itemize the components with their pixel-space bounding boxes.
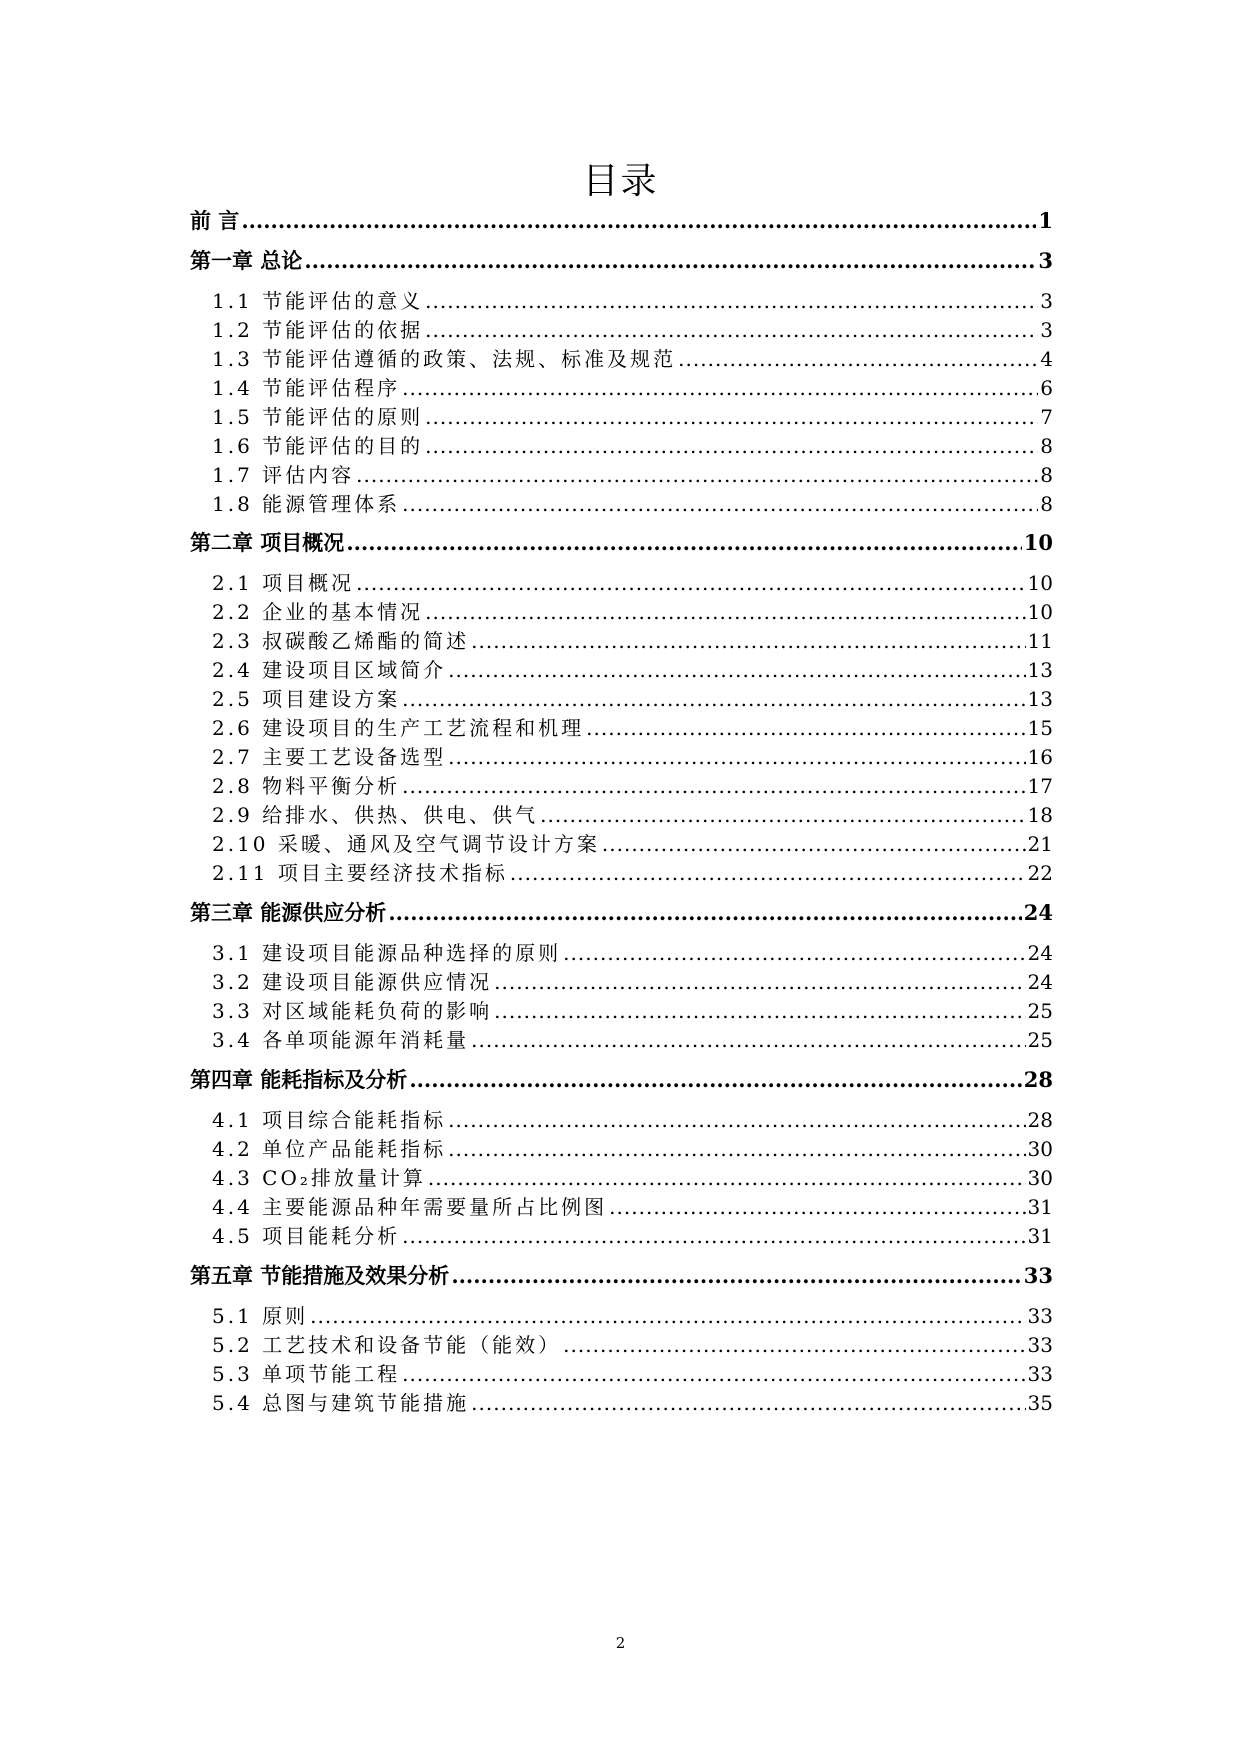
dot-leader — [494, 997, 1025, 1025]
toc-page-number: 15 — [1027, 716, 1053, 740]
dot-leader — [356, 569, 1025, 597]
dot-leader — [304, 246, 1036, 276]
toc-section-5-1[interactable] — [212, 1302, 1053, 1330]
toc-section-2-2[interactable] — [212, 598, 1053, 626]
dot-leader — [471, 1026, 1025, 1054]
toc-entry-label: 3.4 各单项能源年消耗量 — [212, 1028, 470, 1052]
dot-leader — [563, 1331, 1025, 1359]
toc-page-number: 24 — [1027, 970, 1053, 994]
toc-section-4-3[interactable] — [212, 1164, 1053, 1192]
dot-leader — [448, 743, 1025, 771]
toc-entry-label: 前 言 — [190, 208, 240, 233]
toc-page-number: 13 — [1027, 687, 1053, 711]
toc-section-2-8[interactable] — [212, 772, 1053, 800]
toc-entry-label: 5.2 工艺技术和设备节能（能效） — [212, 1333, 562, 1357]
toc-section-1-2[interactable] — [212, 316, 1053, 344]
toc-section-3-2[interactable] — [212, 968, 1053, 996]
toc-section-5-4[interactable] — [212, 1389, 1053, 1417]
toc-section-2-10[interactable] — [212, 830, 1053, 858]
toc-entry-label: 3.3 对区域能耗负荷的影响 — [212, 999, 493, 1023]
toc-page-number: 21 — [1027, 832, 1053, 856]
toc-section-1-4[interactable] — [212, 374, 1053, 402]
toc-entry-label: 3.2 建设项目能源供应情况 — [212, 970, 493, 994]
toc-entry-label: 2.9 给排水、供热、供电、供气 — [212, 803, 539, 827]
toc-section-4-1[interactable] — [212, 1106, 1053, 1134]
toc-chapter-preface[interactable] — [190, 206, 1053, 236]
toc-page-number: 30 — [1027, 1137, 1053, 1161]
toc-page-number: 7 — [1040, 405, 1053, 429]
toc-section-4-5[interactable] — [212, 1222, 1053, 1250]
toc-entry-label: 4.5 项目能耗分析 — [212, 1224, 401, 1248]
toc-section-1-1[interactable] — [212, 287, 1053, 315]
page-title: 目录 — [582, 161, 659, 202]
dot-leader — [563, 939, 1025, 967]
toc-chapter-2[interactable] — [190, 528, 1053, 558]
dot-leader — [310, 1302, 1025, 1330]
toc-entry-label: 2.8 物料平衡分析 — [212, 774, 401, 798]
toc-entry-label: 4.1 项目综合能耗指标 — [212, 1108, 447, 1132]
toc-page-number: 3 — [1038, 248, 1053, 273]
dot-leader — [425, 287, 1038, 315]
toc-entry-label: 1.1 节能评估的意义 — [212, 289, 424, 313]
toc-entry-label: 第三章 能源供应分析 — [190, 900, 387, 925]
dot-leader — [402, 374, 1038, 402]
toc-page-number: 25 — [1027, 999, 1053, 1023]
toc-section-2-4[interactable] — [212, 656, 1053, 684]
dot-leader — [602, 830, 1026, 858]
dot-leader — [510, 859, 1026, 887]
toc-entry-label: 2.2 企业的基本情况 — [212, 600, 424, 624]
toc-entry-label: 1.6 节能评估的目的 — [212, 434, 424, 458]
dot-leader — [425, 316, 1038, 344]
toc-page-number: 22 — [1027, 861, 1053, 885]
toc-chapter-1[interactable] — [190, 246, 1053, 276]
dot-leader — [402, 685, 1025, 713]
toc-entry-label: 2.1 项目概况 — [212, 571, 355, 595]
toc-entry-label: 第二章 项目概况 — [190, 530, 345, 555]
toc-entry-label: 5.4 总图与建筑节能措施 — [212, 1391, 470, 1415]
toc-page-number: 25 — [1027, 1028, 1053, 1052]
toc-page-number: 18 — [1027, 803, 1053, 827]
dot-leader — [402, 1222, 1025, 1250]
dot-leader — [346, 528, 1021, 558]
dot-leader — [356, 461, 1038, 489]
toc-page-number: 24 — [1027, 941, 1053, 965]
toc-section-1-3[interactable] — [212, 345, 1053, 373]
toc-page-number: 8 — [1040, 434, 1053, 458]
dot-leader — [471, 627, 1025, 655]
toc-page-number: 6 — [1040, 376, 1053, 400]
dot-leader — [425, 403, 1038, 431]
toc-section-1-7[interactable] — [212, 461, 1053, 489]
toc-section-1-8[interactable] — [212, 490, 1053, 518]
toc-entry-label: 4.2 单位产品能耗指标 — [212, 1137, 447, 1161]
toc-entry-label: 2.3 叔碳酸乙烯酯的简述 — [212, 629, 470, 653]
toc-chapter-4[interactable] — [190, 1065, 1053, 1095]
toc-entry-label: 4.4 主要能源品种年需要量所占比例图 — [212, 1195, 608, 1219]
toc-page-number: 16 — [1027, 745, 1053, 769]
toc-page-number: 31 — [1027, 1224, 1053, 1248]
toc-section-5-2[interactable] — [212, 1331, 1053, 1359]
toc-page-number: 33 — [1027, 1333, 1053, 1357]
toc-page-number: 4 — [1040, 347, 1053, 371]
toc-entry-label: 第四章 能耗指标及分析 — [190, 1067, 408, 1092]
dot-leader — [402, 490, 1038, 518]
dot-leader — [448, 1106, 1025, 1134]
toc-page-number: 11 — [1027, 629, 1053, 653]
toc-entry-label: 2.10 采暖、通风及空气调节设计方案 — [212, 832, 600, 856]
toc-entry-label: 第一章 总论 — [190, 248, 303, 273]
toc-section-2-9[interactable] — [212, 801, 1053, 829]
toc-page-number: 8 — [1040, 492, 1053, 516]
dot-leader — [428, 1164, 1026, 1192]
toc-entry-label: 1.5 节能评估的原则 — [212, 405, 424, 429]
dot-leader — [451, 1261, 1021, 1291]
toc-entry-label: 2.4 建设项目区域简介 — [212, 658, 447, 682]
toc-page-number: 33 — [1027, 1304, 1053, 1328]
toc-section-4-4[interactable] — [212, 1193, 1053, 1221]
toc-entry-label: 2.5 项目建设方案 — [212, 687, 401, 711]
toc-page-number: 1 — [1038, 208, 1053, 233]
dot-leader — [402, 1360, 1025, 1388]
dot-leader — [494, 968, 1025, 996]
toc-entry-label: 2.7 主要工艺设备选型 — [212, 745, 447, 769]
toc-entry-label: 5.1 原则 — [212, 1304, 309, 1328]
toc-page-number: 28 — [1023, 1067, 1053, 1092]
toc-page-number: 28 — [1027, 1108, 1053, 1132]
toc-entry-label: 1.4 节能评估程序 — [212, 376, 401, 400]
toc-page-number: 10 — [1027, 571, 1053, 595]
toc-page-number: 35 — [1027, 1391, 1053, 1415]
dot-leader — [678, 345, 1038, 373]
dot-leader — [425, 598, 1025, 626]
toc-chapter-3[interactable] — [190, 898, 1053, 928]
toc-entry-label: 5.3 单项节能工程 — [212, 1362, 401, 1386]
toc-page-number: 30 — [1027, 1166, 1053, 1190]
toc-page-number: 31 — [1027, 1195, 1053, 1219]
toc-page-number: 33 — [1027, 1362, 1053, 1386]
toc-page-number: 10 — [1023, 530, 1053, 555]
toc-page-number: 13 — [1027, 658, 1053, 682]
toc-section-5-3[interactable] — [212, 1360, 1053, 1388]
toc-entry-label: 1.3 节能评估遵循的政策、法规、标准及规范 — [212, 347, 677, 371]
dot-leader — [586, 714, 1025, 742]
toc-page-number: 10 — [1027, 600, 1053, 624]
toc-page-number: 33 — [1023, 1263, 1053, 1288]
dot-leader — [540, 801, 1025, 829]
dot-leader — [448, 656, 1025, 684]
toc-entry-label: 4.3 CO₂排放量计算 — [212, 1166, 426, 1190]
toc-section-1-5[interactable] — [212, 403, 1053, 431]
toc-page-number: 3 — [1040, 318, 1053, 342]
toc-entry-label: 1.2 节能评估的依据 — [212, 318, 424, 342]
toc-section-3-1[interactable] — [212, 939, 1053, 967]
toc-page-number: 3 — [1040, 289, 1053, 313]
toc-section-2-3[interactable] — [212, 627, 1053, 655]
dot-leader — [448, 1135, 1025, 1163]
toc-section-2-6[interactable] — [212, 714, 1053, 742]
toc-chapter-5[interactable] — [190, 1261, 1053, 1291]
toc-section-2-11[interactable] — [212, 859, 1053, 887]
dot-leader — [388, 898, 1021, 928]
toc-section-3-4[interactable] — [212, 1026, 1053, 1054]
toc-entry-label: 3.1 建设项目能源品种选择的原则 — [212, 941, 562, 965]
toc-entry-label: 2.11 项目主要经济技术指标 — [212, 861, 508, 885]
toc-entry-label: 2.6 建设项目的生产工艺流程和机理 — [212, 716, 585, 740]
toc-entry-label: 第五章 节能措施及效果分析 — [190, 1263, 450, 1288]
dot-leader — [471, 1389, 1025, 1417]
toc-entry-label: 1.8 能源管理体系 — [212, 492, 401, 516]
page-number-footer: 2 — [615, 1634, 626, 1652]
toc-section-4-2[interactable] — [212, 1135, 1053, 1163]
dot-leader — [409, 1065, 1021, 1095]
dot-leader — [241, 206, 1036, 236]
toc-section-3-3[interactable] — [212, 997, 1053, 1025]
toc-page-number: 24 — [1023, 900, 1053, 925]
toc-page-number: 17 — [1027, 774, 1053, 798]
dot-leader — [609, 1193, 1025, 1221]
dot-leader — [402, 772, 1025, 800]
toc-section-2-5[interactable] — [212, 685, 1053, 713]
toc-section-1-6[interactable] — [212, 432, 1053, 460]
toc-page-number: 8 — [1040, 463, 1053, 487]
toc-section-2-1[interactable] — [212, 569, 1053, 597]
toc-entry-label: 1.7 评估内容 — [212, 463, 355, 487]
dot-leader — [425, 432, 1038, 460]
toc-section-2-7[interactable] — [212, 743, 1053, 771]
